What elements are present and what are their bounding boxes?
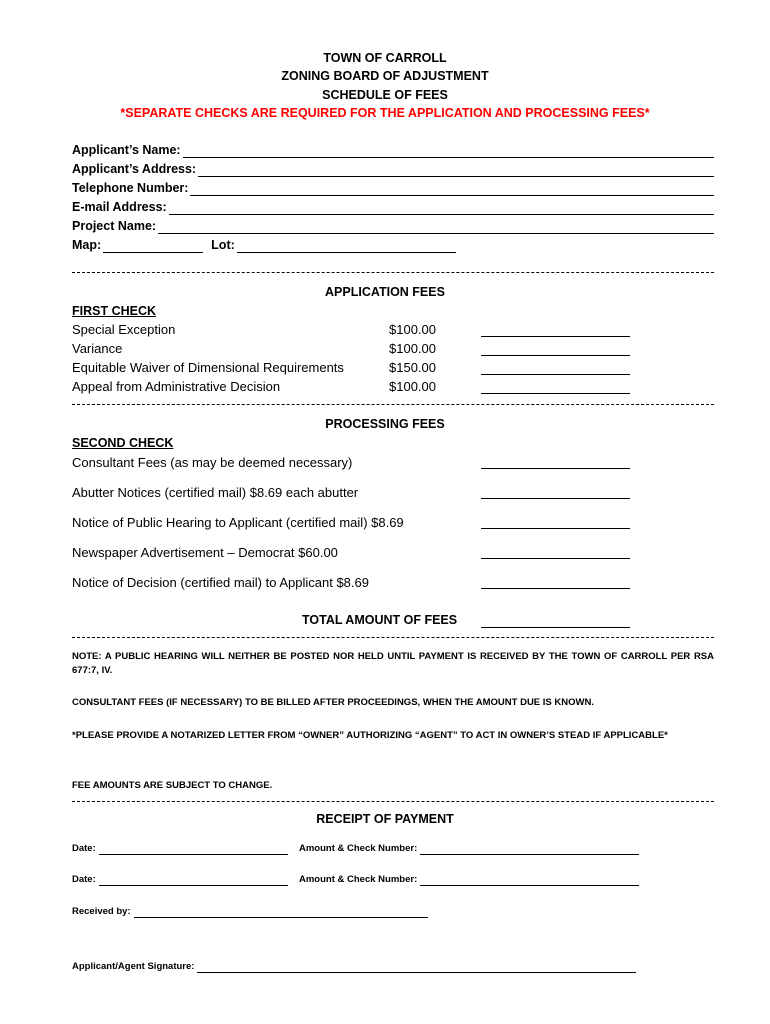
telephone-field[interactable] — [72, 181, 714, 196]
received-by-label: Received by: — [72, 906, 131, 917]
receipt-heading: RECEIPT OF PAYMENT — [316, 812, 454, 826]
fee-item-label: Appeal from Administrative Decision — [72, 379, 281, 394]
receipt-amount-label: Amount & Check Number: — [299, 843, 418, 854]
received-by-field[interactable] — [72, 906, 428, 918]
fee-item-amount: $100.00 — [389, 322, 436, 337]
processing-item-blank[interactable] — [481, 468, 630, 469]
project-name-label: Project Name: — [72, 219, 157, 233]
applicant-name-label: Applicant’s Name: — [72, 143, 181, 157]
consultant-fees-note: CONSULTANT FEES (IF NECESSARY) TO BE BILLED AFTER PROCEEDINGS, WHEN THE AMOUNT DUE IS KNOWN. — [72, 697, 594, 708]
total-blank[interactable] — [481, 627, 630, 628]
email-field[interactable] — [72, 200, 714, 215]
fee-item-amount: $150.00 — [389, 360, 436, 375]
lot-label: Lot: — [211, 238, 235, 252]
lot-line[interactable] — [237, 240, 456, 253]
telephone-label: Telephone Number: — [72, 181, 189, 195]
fee-item-blank[interactable] — [481, 336, 630, 337]
schedule-title: SCHEDULE OF FEES — [322, 88, 448, 102]
first-check-label: FIRST CHECK — [72, 304, 157, 318]
divider — [72, 404, 714, 405]
map-label: Map: — [72, 238, 102, 252]
email-line[interactable] — [169, 202, 714, 215]
map-line[interactable] — [103, 240, 203, 253]
receipt-date-label: Date: — [72, 843, 96, 854]
applicant-name-field[interactable] — [72, 143, 714, 158]
signature-field[interactable] — [72, 961, 636, 973]
signature-line[interactable] — [197, 962, 636, 973]
public-hearing-note: NOTE: A PUBLIC HEARING WILL NEITHER BE POSTED NOR HELD UNTIL PAYMENT IS RECEIVED BY THE TOWN OF CARROLL PER RSA 677:7, IV. — [72, 651, 714, 676]
divider — [72, 637, 714, 638]
received-by-line[interactable] — [134, 907, 428, 918]
second-check-label: SECOND CHECK — [72, 436, 174, 450]
processing-item-label: Abutter Notices (certified mail) $8.69 each abutter — [72, 485, 359, 500]
receipt-amount-line[interactable] — [420, 875, 639, 886]
processing-item-blank[interactable] — [481, 588, 630, 589]
map-lot-field[interactable] — [72, 238, 456, 253]
fee-change-note: FEE AMOUNTS ARE SUBJECT TO CHANGE. — [72, 780, 273, 791]
applicant-address-label: Applicant’s Address: — [72, 162, 197, 176]
applicant-address-field[interactable] — [72, 162, 714, 177]
applicant-address-line[interactable] — [198, 164, 714, 177]
fee-item-blank[interactable] — [481, 374, 630, 375]
fee-item-label: Special Exception — [72, 322, 176, 337]
board-title: ZONING BOARD OF ADJUSTMENT — [281, 69, 489, 83]
processing-fees-heading: PROCESSING FEES — [325, 417, 445, 431]
project-name-line[interactable] — [158, 221, 714, 234]
processing-item-blank[interactable] — [481, 528, 630, 529]
processing-item-label: Consultant Fees (as may be deemed necessary) — [72, 455, 353, 470]
separate-checks-warning: *SEPARATE CHECKS ARE REQUIRED FOR THE APPLICATION AND PROCESSING FEES* — [120, 106, 650, 120]
receipt-amount-field[interactable] — [299, 874, 639, 886]
receipt-date-field[interactable] — [72, 843, 288, 855]
fee-item-blank[interactable] — [481, 355, 630, 356]
email-label: E-mail Address: — [72, 200, 167, 214]
processing-item-label: Newspaper Advertisement – Democrat $60.00 — [72, 545, 338, 560]
telephone-line[interactable] — [190, 183, 714, 196]
applicant-name-line[interactable] — [183, 145, 714, 158]
processing-item-blank[interactable] — [481, 498, 630, 499]
fee-item-amount: $100.00 — [389, 341, 436, 356]
notarized-letter-note: *PLEASE PROVIDE A NOTARIZED LETTER FROM “OWNER” AUTHORIZING “AGENT” TO ACT IN OWNER’S STEAD IF APPLICABLE* — [72, 730, 668, 741]
processing-item-blank[interactable] — [481, 558, 630, 559]
processing-item-label: Notice of Public Hearing to Applicant (certified mail) $8.69 — [72, 515, 404, 530]
receipt-amount-field[interactable] — [299, 843, 639, 855]
fee-item-label: Variance — [72, 341, 123, 356]
receipt-date-line[interactable] — [99, 875, 288, 886]
town-title: TOWN OF CARROLL — [323, 51, 447, 65]
divider — [72, 801, 714, 802]
fee-item-amount: $100.00 — [389, 379, 436, 394]
processing-item-label: Notice of Decision (certified mail) to Applicant $8.69 — [72, 575, 369, 590]
receipt-amount-line[interactable] — [420, 844, 639, 855]
fee-item-label: Equitable Waiver of Dimensional Requirements — [72, 360, 344, 375]
project-name-field[interactable] — [72, 219, 714, 234]
receipt-date-label: Date: — [72, 874, 96, 885]
application-fees-heading: APPLICATION FEES — [325, 285, 445, 299]
divider — [72, 272, 714, 273]
receipt-date-field[interactable] — [72, 874, 288, 886]
signature-label: Applicant/Agent Signature: — [72, 961, 195, 972]
receipt-amount-label: Amount & Check Number: — [299, 874, 418, 885]
fee-item-blank[interactable] — [481, 393, 630, 394]
receipt-date-line[interactable] — [99, 844, 288, 855]
total-label: TOTAL AMOUNT OF FEES — [302, 613, 458, 627]
